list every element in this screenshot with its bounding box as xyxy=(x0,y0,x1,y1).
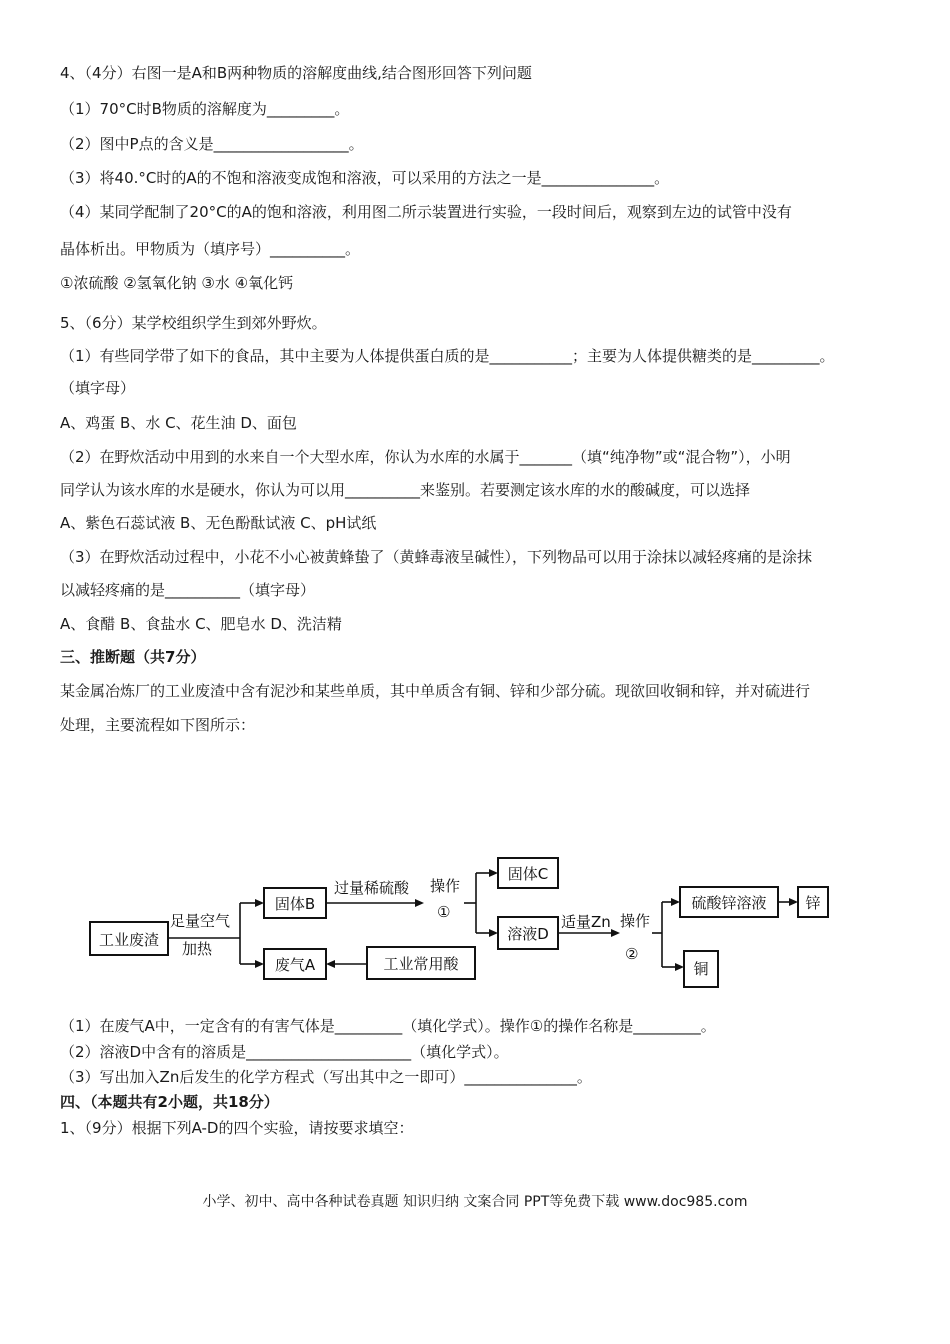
arrowhead-op1 xyxy=(415,899,424,907)
line-q5-3a: （3）在野炊活动过程中，小花不小心被黄蜂蛰了（黄蜂毒液呈碱性），下列物品可以用于涂抹以减轻疼痛的是涂抹 xyxy=(60,548,813,566)
line-q4-options: ①浓硫酸 ②氢氧化钠 ③水 ④氧化钙 xyxy=(60,274,294,292)
text-solid-b: 固体B xyxy=(274,895,316,913)
label-operation-2-num: ② xyxy=(625,945,639,963)
line-q5-3-options: A、食醋 B、食盐水 C、肥皂水 D、洗洁精 xyxy=(60,615,342,633)
text-zinc: 锌 xyxy=(805,894,821,912)
label-heating: 加热 xyxy=(182,940,213,958)
arrowhead-solution-d xyxy=(489,929,498,937)
text-industrial-waste: 工业废渣 xyxy=(98,931,160,949)
line-q5-1-options: A、鸡蛋 B、水 C、花生油 D、面包 xyxy=(60,414,297,432)
line-q4-3: （3）将40.°C时的A的不饱和溶液变成饱和溶液，可以采用的方法之一是_______________。 xyxy=(60,169,670,187)
line-q5-title: 5、（6分）某学校组织学生到郊外野炊。 xyxy=(60,314,327,332)
line-q5-1b: （填字母） xyxy=(60,379,136,397)
label-sufficient-air: 足量空气 xyxy=(170,912,231,930)
text-industrial-acid: 工业常用酸 xyxy=(383,955,459,973)
line-q4-4a: （4）某同学配制了20°C的A的饱和溶液，利用图二所示装置进行实验，一段时间后，观察到左边的试管中没有 xyxy=(60,203,792,221)
text-zinc-sulfate: 硫酸锌溶液 xyxy=(691,894,767,912)
arrowhead-solid-b xyxy=(255,899,264,907)
arrowhead-copper xyxy=(675,963,684,971)
line-sec3-p1: 某金属冶炼厂的工业废渣中含有泥沙和某些单质，其中单质含有铜、锌和少部分硫。现欲回收铜和锌，并对硫进行 xyxy=(60,682,811,700)
line-q4-4b: 晶体析出。甲物质为（填序号）__________。 xyxy=(60,240,361,258)
line-q5-1a: （1）有些同学带了如下的食品，其中主要为人体提供蛋白质的是___________；主要为人体提供糖类的是_________。 xyxy=(60,347,835,365)
line-q5-2a: （2）在野炊活动中用到的水来自一个大型水库，你认为水库的水属于_______（填“纯净物”或“混合物”），小明 xyxy=(60,448,791,466)
label-operation-1-text: 操作 xyxy=(430,877,461,895)
label-operation-1-num: ① xyxy=(437,903,451,921)
line-q4-1: （1）70°C时B物质的溶解度为_________。 xyxy=(60,100,350,118)
arrowhead-op2 xyxy=(611,929,620,937)
arrowhead-gas-a xyxy=(255,960,264,968)
arrowhead-solid-c xyxy=(489,869,498,877)
process-flowchart xyxy=(80,855,840,995)
label-zn: 适量Zn xyxy=(561,913,611,931)
line-sec3-q2: （2）溶液D中含有的溶质是______________________（填化学式）。 xyxy=(60,1043,509,1061)
section-3-title: 三、推断题（共7分） xyxy=(60,648,206,666)
label-operation-2-text: 操作 xyxy=(620,912,651,930)
text-solution-d: 溶液D xyxy=(507,925,549,943)
page-footer: 小学、初中、高中各种试卷真题 知识归纳 文案合同 PPT等免费下载 www.doc985.com xyxy=(202,1194,748,1210)
arrowhead-zinc-sulfate xyxy=(671,898,680,906)
label-excess-sulfuric-acid: 过量稀硫酸 xyxy=(334,879,410,897)
line-sec3-q1: （1）在废气A中，一定含有的有害气体是_________（填化学式）。操作①的操作名称是_________。 xyxy=(60,1017,716,1035)
arrowhead-acid-to-gas xyxy=(326,960,335,968)
line-q4-title: 4、（4分）右图一是A和B两种物质的溶解度曲线,结合图形回答下列问题 xyxy=(60,64,532,82)
line-q5-2-options: A、紫色石蕊试液 B、无色酚酞试液 C、pH试纸 xyxy=(60,514,377,532)
line-q5-3b: 以减轻疼痛的是__________（填字母） xyxy=(60,581,316,599)
section-4-title: 四、（本题共有2小题，共18分） xyxy=(60,1093,279,1111)
line-sec3-p2: 处理，主要流程如下图所示： xyxy=(60,716,256,734)
line-sec4-q1: 1、（9分）根据下列A-D的四个实验，请按要求填空： xyxy=(60,1119,414,1137)
text-waste-gas-a: 废气A xyxy=(274,956,316,974)
arrowhead-zinc xyxy=(789,898,798,906)
line-q5-2b: 同学认为该水库的水是硬水，你认为可以用__________来鉴别。若要测定该水库的水的酸碱度，可以选择 xyxy=(60,481,751,499)
line-sec3-q3: （3）写出加入Zn后发生的化学方程式（写出其中之一即可）_______________。 xyxy=(60,1068,592,1086)
line-q4-2: （2）图中P点的含义是__________________。 xyxy=(60,135,364,153)
text-copper: 铜 xyxy=(693,960,709,978)
text-solid-c: 固体C xyxy=(507,865,549,883)
